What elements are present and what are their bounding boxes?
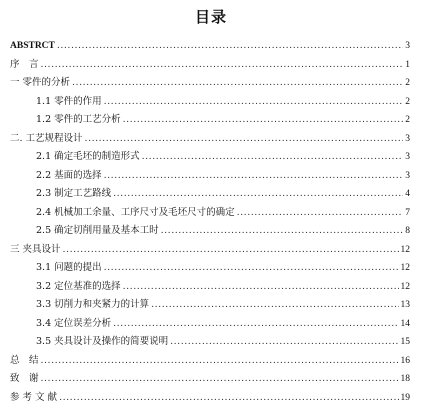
- toc-entry-label: 1.1 零件的作用: [36, 95, 102, 107]
- dot-leader: [41, 56, 404, 75]
- toc-entry-label: 2.1 确定毛坯的制造形式: [36, 151, 140, 162]
- toc-entry-label: 3.4 定位误差分析: [36, 317, 112, 329]
- toc-entry-label: 致 谢: [10, 373, 39, 384]
- dot-leader: [41, 370, 399, 389]
- toc-entry-3-3[interactable]: [10, 296, 410, 315]
- dot-leader: [85, 130, 404, 149]
- toc-entry-3-4[interactable]: [10, 315, 410, 334]
- toc-entry-chapter-2[interactable]: [10, 130, 410, 149]
- dot-leader: [123, 111, 404, 130]
- dot-leader: [41, 352, 399, 371]
- toc-entry-label: 2.5 确定切削用量及基本工时: [36, 225, 159, 236]
- dot-leader: [57, 37, 403, 56]
- toc-entry-page: 3: [405, 170, 410, 181]
- toc-entry-label: 3.3 切削力和夹紧力的计算: [36, 299, 150, 310]
- toc-entry-page: 15: [400, 337, 410, 347]
- toc-entry-page: 3: [405, 41, 410, 51]
- toc-entry-page: 12: [400, 281, 410, 292]
- toc-entry-3-2[interactable]: [10, 278, 410, 297]
- toc-entry-page: 4: [405, 189, 410, 199]
- dot-leader: [104, 259, 399, 278]
- toc-entry-page: 2: [405, 115, 410, 125]
- toc-entry-page: 18: [400, 374, 410, 384]
- toc-entry-label: 总 结: [10, 354, 39, 366]
- toc-entry-references[interactable]: [10, 389, 410, 408]
- toc-entry-label: 三 夹具设计: [10, 243, 61, 255]
- toc-entry-label: 3.2 定位基准的选择: [36, 280, 121, 292]
- toc-entry-label: 序 言: [10, 58, 39, 70]
- toc-entry-page: 2: [405, 96, 410, 107]
- toc-entry-label: 2.2 基面的选择: [36, 169, 102, 181]
- toc-entry-2-1[interactable]: [10, 148, 410, 167]
- dot-leader: [237, 204, 404, 223]
- toc-entry-3-5[interactable]: [10, 333, 410, 352]
- toc-entry-page: 8: [405, 226, 410, 236]
- toc-entry-page: 2: [405, 78, 410, 88]
- toc-entry-label: 2.4 机械加工余量、工序尺寸及毛坯尺寸的确定: [36, 206, 235, 218]
- toc-entry-2-3[interactable]: [10, 185, 410, 204]
- toc-entry-2-2[interactable]: [10, 167, 410, 186]
- toc-entry-page: 3: [405, 133, 410, 144]
- toc-entry-page: 7: [405, 207, 410, 218]
- toc-entry-3-1[interactable]: [10, 259, 410, 278]
- dot-leader: [123, 278, 399, 297]
- toc-entry-abstract[interactable]: [10, 37, 410, 56]
- toc-entry-label: 2.3 制定工艺路线: [36, 188, 112, 199]
- toc-entry-label: 二. 工艺规程设计: [10, 132, 83, 144]
- dot-leader: [104, 167, 404, 186]
- dot-leader: [59, 389, 398, 408]
- toc-entry-2-5[interactable]: [10, 222, 410, 241]
- page-title: 目录: [194, 8, 227, 26]
- dot-leader: [113, 185, 403, 204]
- toc-entry-summary[interactable]: [10, 352, 410, 371]
- dot-leader: [142, 148, 404, 167]
- dot-leader: [161, 222, 404, 241]
- toc-entry-label: 1.2 零件的工艺分析: [36, 114, 121, 125]
- toc-entry-page: 14: [400, 318, 410, 329]
- toc-entry-page: 16: [400, 355, 410, 366]
- toc-entry-chapter-1[interactable]: [10, 74, 410, 93]
- toc-entry-label: 参 考 文 献: [10, 391, 58, 403]
- toc-entry-label: 3.5 夹具设计及操作的简要说明: [36, 336, 169, 347]
- toc-entry-page: 12: [400, 263, 410, 273]
- toc-entry-page: 3: [405, 152, 410, 162]
- dot-leader: [63, 241, 399, 260]
- toc-entry-2-4[interactable]: [10, 204, 410, 223]
- dot-leader: [151, 296, 398, 315]
- toc-entry-1-1[interactable]: [10, 93, 410, 112]
- toc-entry-1-2[interactable]: [10, 111, 410, 130]
- toc-entry-preface[interactable]: [10, 56, 410, 75]
- toc-entry-page: 13: [400, 300, 410, 310]
- toc-entry-page: 12: [400, 244, 410, 255]
- dot-leader: [170, 333, 398, 352]
- dot-leader: [72, 74, 403, 93]
- toc-entry-label: 3.1 问题的提出: [36, 262, 102, 273]
- table-of-contents: [10, 37, 410, 407]
- toc-entry-page: 1: [405, 59, 410, 70]
- toc-entry-page: 19: [400, 392, 410, 403]
- dot-leader: [113, 315, 398, 334]
- toc-entry-chapter-3[interactable]: [10, 241, 410, 260]
- toc-entry-label: ABSTRCT: [10, 41, 55, 51]
- toc-entry-label: 一 零件的分析: [10, 77, 71, 88]
- dot-leader: [104, 93, 404, 112]
- toc-entry-acknowledgements[interactable]: [10, 370, 410, 389]
